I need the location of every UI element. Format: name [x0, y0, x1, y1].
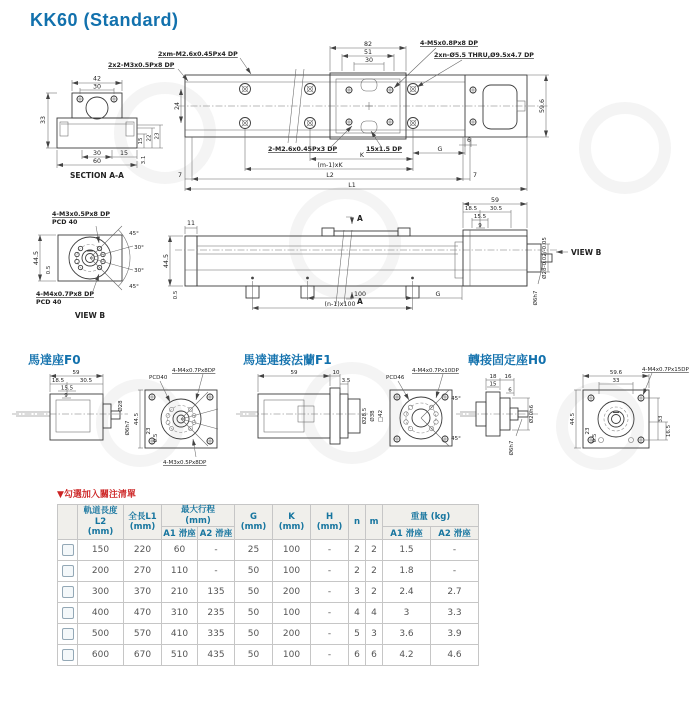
cell-g: 25	[235, 540, 273, 561]
header-unit: (mm)	[87, 527, 114, 538]
thread-callout: 4-M3x0.5Px8 DP	[52, 211, 110, 218]
angle: 45°	[451, 396, 461, 402]
cell-stroke-a1: 210	[162, 582, 198, 603]
dim: Ø28	[118, 400, 124, 412]
dim: 15	[119, 150, 129, 157]
cell-weight-a1: 3	[383, 603, 431, 624]
row-checkbox[interactable]	[62, 544, 74, 556]
dim: G	[435, 291, 441, 298]
header-max-stroke	[162, 505, 235, 527]
header-weight-a2: A2 滑座	[431, 527, 479, 540]
dim: 59	[72, 370, 80, 376]
header-n: n	[349, 505, 366, 540]
thread-callout: 2x2-M3x0.5Px8 DP	[108, 62, 175, 69]
dim: 9	[478, 223, 482, 229]
top-plan-view	[108, 40, 549, 191]
dim: 18.5	[464, 206, 478, 212]
dim: 33	[40, 115, 47, 125]
header-unit: (mm)	[240, 522, 267, 533]
cell-weight-a1: 1.8	[383, 561, 431, 582]
angle: 30°	[134, 268, 144, 274]
cell-stroke-a2: 235	[198, 603, 235, 624]
watchlist-caption: ▼勾選加入關注清單	[57, 490, 136, 500]
page-title: KK60 (Standard)	[30, 10, 179, 30]
cell-l2: 300	[78, 582, 124, 603]
thread-callout: 4-M3x0.5Px8DP	[163, 460, 207, 466]
dim: 33	[658, 415, 664, 423]
thread-callout: 2-M2.6x0.45Px3 DP	[268, 146, 338, 153]
cell-l1: 370	[124, 582, 162, 603]
cell-h: -	[311, 645, 349, 666]
header-weight-a1: A1 滑座	[383, 527, 431, 540]
dim: 15.5	[473, 214, 487, 220]
dim: Ø38	[370, 410, 376, 422]
cell-k: 100	[273, 561, 311, 582]
dim: 23	[585, 427, 591, 435]
pcd-callout: PCD 40	[52, 219, 78, 226]
header-unit: (mm)	[316, 522, 343, 533]
header-g	[235, 505, 273, 540]
header-rail-length	[78, 505, 124, 540]
thread-callout: 4-M4x0.7Px8 DP	[36, 291, 94, 298]
thread-callout: 4-M4x0.7Px15DP	[642, 367, 689, 373]
cell-l1: 470	[124, 603, 162, 624]
slot-callout: 15x1.5 DP	[366, 146, 403, 153]
dim: Ø20h6	[529, 404, 535, 424]
header-unit: (mm)	[129, 522, 156, 533]
cell-h: -	[311, 561, 349, 582]
table-row	[58, 624, 479, 645]
thread-callout: 4-M5x0.8Px8 DP	[420, 40, 478, 47]
dim: 3.1	[141, 155, 147, 165]
dim: 23	[146, 427, 152, 435]
dim: (m-1)xK	[317, 162, 343, 169]
header-stroke-label: 最大行程	[180, 505, 215, 515]
header-k-label: K	[288, 511, 295, 522]
table-row	[58, 540, 479, 561]
cell-l1: 220	[124, 540, 162, 561]
cell-l2: 150	[78, 540, 124, 561]
watermark-circles	[120, 88, 665, 293]
cell-m: 2	[366, 540, 383, 561]
cell-g: 50	[235, 561, 273, 582]
header-k	[273, 505, 311, 540]
cell-k: 100	[273, 540, 311, 561]
view-b-view	[33, 211, 144, 320]
dim: Ø6h7	[533, 290, 539, 306]
dim: 59.6	[609, 370, 623, 376]
header-stroke-a2: A2 滑座	[198, 527, 235, 540]
cell-n: 2	[349, 540, 366, 561]
cell-l1: 270	[124, 561, 162, 582]
checkbox-cell	[58, 561, 78, 582]
dim: 15.5	[60, 385, 74, 392]
cell-stroke-a1: 510	[162, 645, 198, 666]
header-total-length	[124, 505, 162, 540]
dim: Ø28.5	[362, 407, 368, 425]
cell-m: 2	[366, 582, 383, 603]
cell-l2: 400	[78, 603, 124, 624]
pcd-callout: PCD40	[149, 375, 168, 381]
cell-l2: 600	[78, 645, 124, 666]
angle: 45°	[129, 284, 139, 290]
cell-g: 50	[235, 582, 273, 603]
detail-f0-title: 馬達座F0	[28, 353, 81, 367]
cell-k: 100	[273, 645, 311, 666]
cell-g: 50	[235, 603, 273, 624]
dim: 6	[466, 137, 472, 144]
dim: 7	[177, 172, 183, 179]
cell-weight-a2: 3.3	[431, 603, 479, 624]
dim: L1	[348, 182, 356, 189]
dim: 59	[490, 197, 500, 204]
cell-l2: 200	[78, 561, 124, 582]
cell-l1: 670	[124, 645, 162, 666]
dim: 9	[64, 393, 68, 399]
cell-stroke-a2: 435	[198, 645, 235, 666]
dim: 24	[174, 101, 181, 111]
cell-stroke-a2: -	[198, 561, 235, 582]
table-row	[58, 582, 479, 603]
cell-k: 200	[273, 582, 311, 603]
dim: Ø28-0.02/-0.05	[542, 237, 548, 279]
dim: 44.5	[33, 250, 40, 266]
dim: 16.5	[666, 424, 672, 438]
cell-g: 50	[235, 624, 273, 645]
cell-n: 5	[349, 624, 366, 645]
dim: 0.5	[46, 265, 52, 275]
cell-h: -	[311, 624, 349, 645]
header-total-label: 全長L1	[128, 511, 157, 522]
table-row	[58, 603, 479, 624]
main-drawing	[0, 38, 700, 338]
cell-weight-a1: 4.2	[383, 645, 431, 666]
header-checkbox	[58, 505, 78, 540]
section-marker-a-bottom: A	[357, 297, 363, 306]
dim: 0.5	[592, 433, 598, 443]
table-row	[58, 645, 479, 666]
detail-f1-title: 馬達連接法蘭F1	[243, 353, 332, 367]
dim: 15	[489, 381, 497, 388]
cell-stroke-a1: 410	[162, 624, 198, 645]
section-marker-a-top: A	[357, 214, 363, 223]
header-h	[311, 505, 349, 540]
dim: 44.5	[163, 253, 170, 269]
view-b-pointer-label: VIEW B	[571, 248, 602, 257]
dim: 59.6	[539, 98, 546, 114]
dim: 33	[612, 378, 620, 384]
detail-h0-title: 轉接固定座H0	[468, 353, 547, 367]
cell-stroke-a1: 110	[162, 561, 198, 582]
dim: 0.5	[173, 290, 179, 300]
cell-n: 6	[349, 645, 366, 666]
cell-h: -	[311, 603, 349, 624]
cell-weight-a1: 2.4	[383, 582, 431, 603]
cell-stroke-a1: 310	[162, 603, 198, 624]
dim: 44.5	[570, 412, 576, 426]
row-checkbox[interactable]	[62, 607, 74, 619]
cell-n: 2	[349, 561, 366, 582]
dim: 18.5	[51, 378, 65, 384]
dim: 0.5	[153, 433, 159, 443]
dim: 10	[332, 370, 340, 376]
dim: □42	[378, 409, 384, 423]
cell-weight-a2: 3.9	[431, 624, 479, 645]
detail-drawings	[0, 338, 700, 484]
thread-callout: 2xm-M2.6x0.45Px4 DP	[158, 51, 238, 58]
cell-h: -	[311, 582, 349, 603]
dim: 59	[290, 370, 298, 376]
cell-stroke-a2: 135	[198, 582, 235, 603]
row-checkbox[interactable]	[62, 649, 74, 661]
dim: Ø6h7	[125, 420, 131, 436]
checkbox-cell	[58, 624, 78, 645]
checkbox-cell	[58, 540, 78, 561]
cell-m: 4	[366, 603, 383, 624]
dim: 60	[92, 158, 102, 165]
cell-weight-a2: 4.6	[431, 645, 479, 666]
dim: 3.5	[341, 378, 351, 384]
cell-m: 2	[366, 561, 383, 582]
dim: 30	[92, 83, 102, 91]
dim: 16	[504, 374, 512, 380]
pcd-callout: PCD 40	[36, 299, 62, 306]
cell-stroke-a2: -	[198, 540, 235, 561]
spec-table-section	[57, 487, 487, 666]
cell-stroke-a2: 335	[198, 624, 235, 645]
dim: 6	[508, 387, 512, 394]
row-checkbox[interactable]	[62, 628, 74, 640]
dim: 18	[489, 374, 497, 380]
dim: L2	[326, 172, 334, 179]
dim: G	[437, 146, 443, 153]
header-unit: (mm)	[278, 522, 305, 533]
dim: 30	[364, 57, 374, 64]
dim: K	[359, 152, 365, 159]
cell-weight-a2: -	[431, 540, 479, 561]
angle: 45°	[451, 436, 461, 442]
table-row	[58, 561, 479, 582]
hole-callout: 2xn-Ø5.5 THRU,Ø9.5x4.7 DP	[434, 52, 534, 59]
header-stroke-a1: A1 滑座	[162, 527, 198, 540]
dim: 30.5	[79, 378, 93, 384]
header-g-label: G	[250, 511, 257, 522]
checkbox-cell	[58, 603, 78, 624]
dim: 22	[146, 134, 153, 142]
cell-m: 3	[366, 624, 383, 645]
cell-weight-a2: 2.7	[431, 582, 479, 603]
header-rail-label: 軌道長度L2	[83, 506, 118, 527]
cell-stroke-a1: 60	[162, 540, 198, 561]
cell-k: 200	[273, 624, 311, 645]
cell-h: -	[311, 540, 349, 561]
dim: 30.5	[489, 206, 503, 212]
cell-g: 50	[235, 645, 273, 666]
angle: 45°	[129, 231, 139, 237]
header-weight: 重量 (kg)	[383, 505, 479, 527]
dim: 7	[472, 172, 478, 179]
cell-weight-a1: 3.6	[383, 624, 431, 645]
dim: 30	[92, 150, 102, 157]
dim: 100	[353, 291, 367, 298]
cell-l1: 570	[124, 624, 162, 645]
dim: 23	[154, 132, 161, 140]
dim: 82	[363, 41, 373, 48]
cell-l2: 500	[78, 624, 124, 645]
row-checkbox[interactable]	[62, 565, 74, 577]
cell-weight-a2: -	[431, 561, 479, 582]
dim: 11	[186, 220, 196, 227]
cell-weight-a1: 1.5	[383, 540, 431, 561]
row-checkbox[interactable]	[62, 586, 74, 598]
checkbox-cell	[58, 582, 78, 603]
dim: 51	[363, 49, 373, 56]
spec-table	[57, 504, 479, 666]
thread-callout: 4-M4x0.7Px10DP	[412, 368, 459, 374]
dim: 44.5	[134, 412, 140, 426]
header-h-label: H	[325, 511, 334, 522]
dim: (n-1)x100	[324, 301, 356, 308]
cell-n: 4	[349, 603, 366, 624]
dim: 15	[138, 137, 144, 145]
cell-m: 6	[366, 645, 383, 666]
angle: 30°	[134, 245, 144, 251]
checkbox-cell	[58, 645, 78, 666]
section-aa-label: SECTION A-A	[70, 171, 124, 180]
dim: Ø6h7	[509, 440, 515, 456]
cell-n: 3	[349, 582, 366, 603]
dim: 42	[92, 75, 102, 83]
pcd-callout: PCD46	[386, 375, 405, 381]
header-m: m	[366, 505, 383, 540]
view-b-label: VIEW B	[74, 311, 106, 320]
thread-callout: 4-M4x0.7Px8DP	[172, 368, 216, 374]
cell-k: 100	[273, 603, 311, 624]
header-unit: (mm)	[185, 515, 211, 526]
